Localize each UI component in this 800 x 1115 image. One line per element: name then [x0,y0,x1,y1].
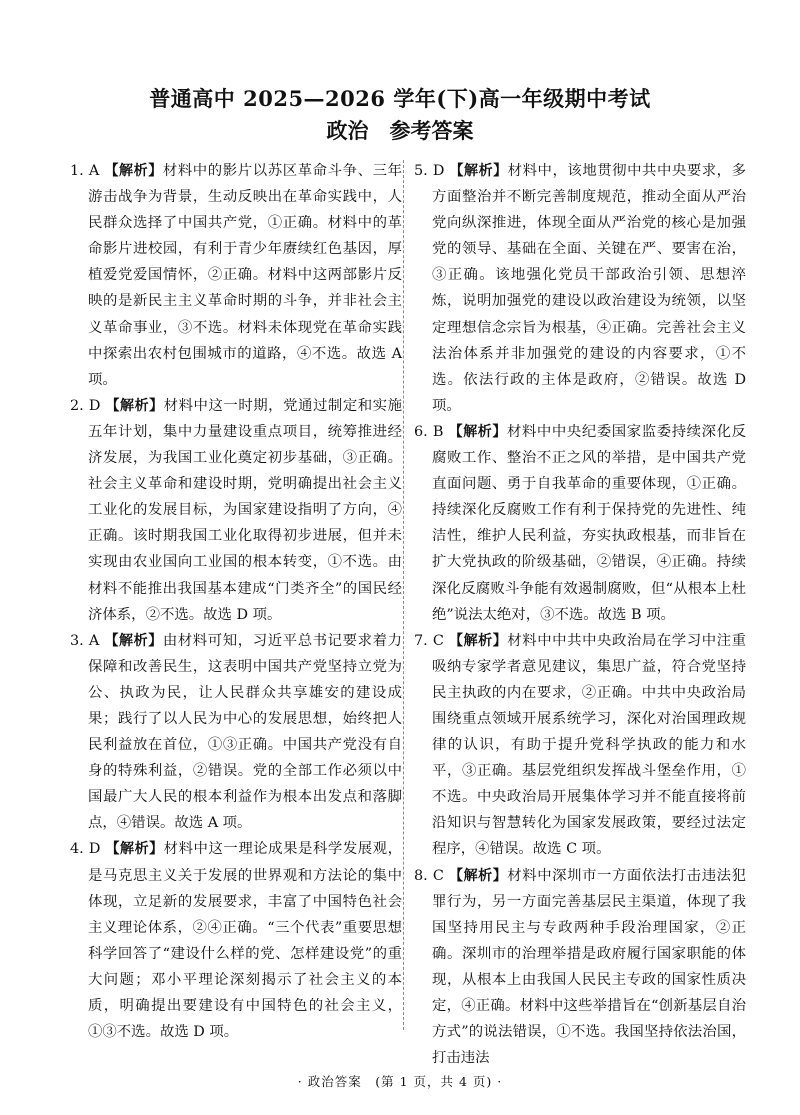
right-column [414,158,746,1071]
answer-item-5 [414,158,746,419]
answer-number: 8. C [414,867,444,884]
answer-number: 3. A [70,632,100,649]
answer-item-8 [414,863,746,1072]
answer-item-2 [70,393,402,628]
column-divider [403,160,404,1030]
answer-item-3 [70,628,402,837]
answer-text: 材料中这一理论成果是科学发展观，是马克思主义关于发展的世界观和方法论的集中体现，立足新的发展要求，丰富了中国特色社会主义理论体系，②④正确。“三个代表”重要思想科学回答了“建设什么样的党、怎样建设党”的重大问题；邓小平理论深刻揭示了社会主义的本质，明确提出要建设有中国特色的社会主义，①③不选。故选 D 项。 [88,841,403,1041]
answer-item-6 [414,419,746,628]
analysis-tag: 【解析】 [449,632,508,649]
analysis-tag: 【解析】 [105,397,164,414]
answer-text: 材料中，该地贯彻中共中央要求，多方面整治并不断完善制度规范，推动全面从严治党向纵深推进，体现全面从严治党的核心是加强党的领导、基础在全面、关键在严、要害在治，③正确。该地强化党员干部政治引领、思想淬炼，说明加强党的建设以政治建设为统领，以坚定理想信念宗旨为根基，④正确。完善社会主义法治体系并非加强党的建设的内容要求，①不选。依法行政的主体是政府，②错误。故选 D 项。 [432,163,747,414]
answer-number: 4. D [70,841,101,858]
analysis-tag: 【解析】 [105,841,164,858]
page-footer: · 政治答案 (第 1 页，共 4 页) · [297,1074,503,1089]
answer-item-1 [70,158,402,393]
page-subtitle: 政治 参考答案 [326,118,474,143]
answer-number: 1. A [70,163,100,179]
answer-text: 材料中这一时期，党通过制定和实施五年计划，集中力量建设重点项目，统筹推进经济发展，为我国工业化奠定初步基础，③正确。社会主义革命和建设时期，党明确提出社会主义工业化的发展目标，为国家建设指明了方向，④正确。该时期我国工业化取得初步进展，但并未实现由农业国向工业国的根本转变，①不选。由材料不能推出我国基本建成“门类齐全”的国民经济体系，②不选。故选 D 项。 [88,397,403,623]
analysis-tag: 【解析】 [449,867,508,884]
analysis-tag: 【解析】 [448,423,507,440]
answer-item-4 [70,836,402,1045]
analysis-tag: 【解析】 [449,163,508,179]
page-title: 普通高中 2025—2026 学年(下)高一年级期中考试 [149,86,651,111]
answer-text: 材料中深圳市一方面依法打击违法犯罪行为，另一方面完善基层民主渠道，体现了我国坚持用民主与专政两种手段治理国家，②正确。深圳市的治理举措是政府履行国家职能的体现，从根本上由我国人民民主专政的国家性质决定，④正确。材料中这些举措旨在“创新基层自治方式”的说法错误，①不选。我国坚持依法治国，打击违法 [432,867,746,1067]
answer-number: 2. D [70,397,101,414]
answer-text: 材料中中共中央政治局在学习中注重吸纳专家学者意见建议，集思广益，符合党坚持民主执政的内在要求，②正确。中共中央政治局围绕重点领域开展系统学习，深化对治国理政规律的认识，有助于提升党科学执政的能力和水平，③正确。基层党组织发挥战斗堡垒作用，①不选。中央政治局开展集体学习并不能直接将前沿知识与智慧转化为国家发展政策，要经过法定程序，④错误。故选 C 项。 [432,632,746,858]
answer-text: 材料中的影片以苏区革命斗争、三年游击战争为背景，生动反映出在革命实践中，人民群众选择了中国共产党，①正确。材料中的革命影片进校园，有利于青少年赓续红色基因，厚植爱党爱国情怀，②正确。材料中这两部影片反映的是新民主主义革命时期的斗争，并非社会主义革命事业，③不选。材料未体现党在革命实践中探索出农村包围城市的道路，④不选。故选 A 项。 [88,163,402,388]
answer-item-7 [414,628,746,863]
answer-number: 5. D [414,163,445,179]
answer-text: 由材料可知，习近平总书记要求着力保障和改善民生，这表明中国共产党坚持立党为公、执政为民，让人民群众共享雄安的建设成果；践行了以人民为中心的发展思想，始终把人民利益放在首位，①③正确。中国共产党没有自身的特殊利益，②错误。党的全部工作必须以中国最广大人民的根本利益作为根本出发点和落脚点，④错误。故选 A 项。 [88,632,402,832]
answer-number: 6. B [414,423,444,440]
left-column [70,158,402,1045]
analysis-tag: 【解析】 [104,632,163,649]
answer-text: 材料中中央纪委国家监委持续深化反腐败工作、整治不正之风的举措，是中国共产党直面问题、勇于自我革命的重要体现，①正确。持续深化反腐败工作有利于保持党的先进性、纯洁性，维护人民利益，夯实执政根基，而非旨在扩大党执政的阶级基础，②错误，④正确。持续深化反腐败斗争能有效遏制腐败，但“从根本上杜绝”说法太绝对，③不选。故选 B 项。 [432,423,746,623]
answer-number: 7. C [414,632,444,649]
analysis-tag: 【解析】 [104,163,163,179]
